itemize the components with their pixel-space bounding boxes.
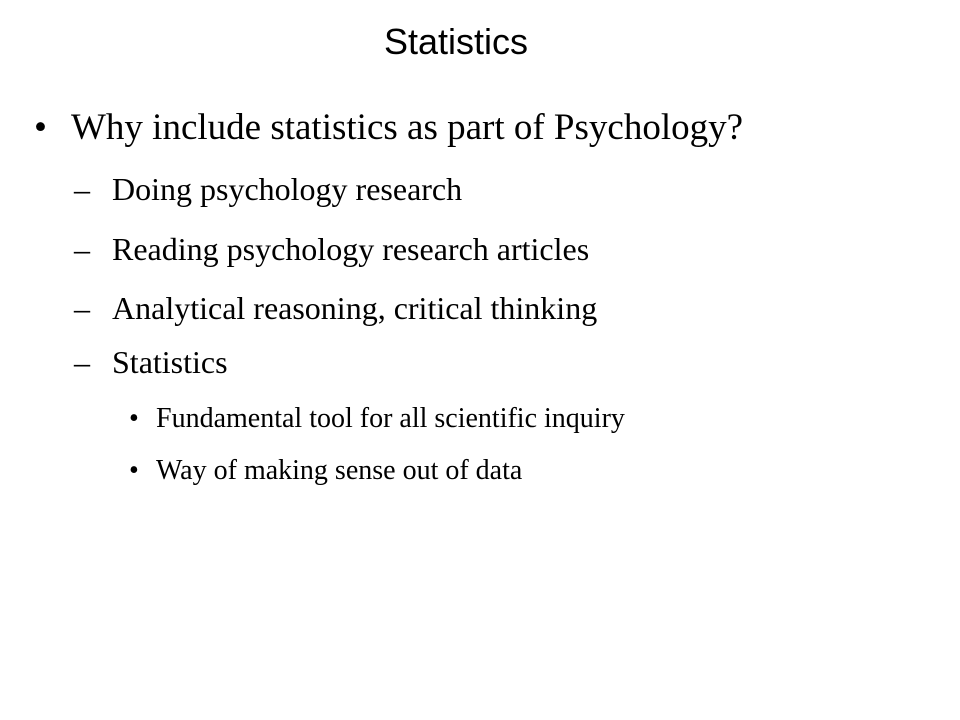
sub-item-text: Doing psychology research — [112, 171, 463, 207]
sub-item-text: Statistics — [112, 344, 228, 380]
sub-sub-item-text: Fundamental tool for all scientific inquiry — [156, 403, 625, 434]
sub-item-text: Analytical reasoning, critical thinking — [112, 290, 598, 326]
bullet-marker: • — [129, 403, 139, 434]
dash-marker: – — [74, 231, 90, 267]
bullet-question — [34, 106, 743, 150]
slide-title: Statistics — [383, 21, 529, 62]
dash-marker: – — [74, 290, 90, 326]
sub-item-text: Reading psychology research articles — [112, 231, 590, 267]
sub-item — [74, 169, 462, 209]
sub-item — [74, 342, 228, 382]
sub-item — [74, 288, 597, 328]
sub-sub-item — [129, 453, 522, 489]
sub-sub-item-text: Way of making sense out of data — [156, 455, 523, 486]
sub-item — [74, 229, 589, 269]
dash-marker: – — [74, 344, 90, 380]
dash-marker: – — [74, 171, 90, 207]
bullet-marker: • — [34, 107, 47, 148]
sub-sub-item — [129, 401, 625, 437]
bullet-text: Why include statistics as part of Psychology? — [71, 107, 744, 148]
bullet-marker: • — [129, 455, 139, 486]
